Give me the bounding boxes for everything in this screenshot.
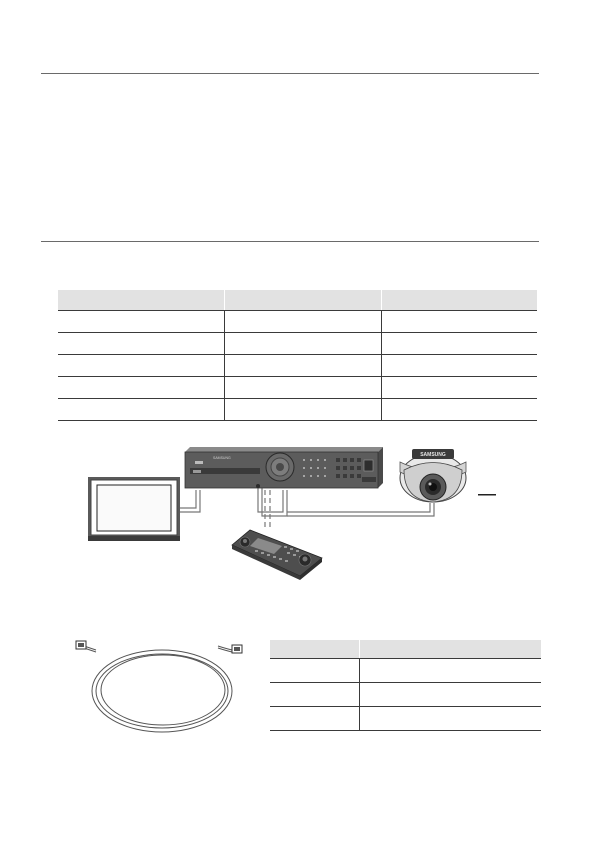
dome-camera-illustration: [400, 449, 466, 502]
camera-brand-logo: SAMSUNG: [420, 452, 446, 458]
camera-label-line: [478, 494, 496, 496]
coaxial-cable-illustration: [84, 646, 232, 732]
dvr-brand-logo: SAMSUNG: [213, 456, 231, 460]
connection-cables: [175, 488, 434, 530]
dvr-illustration: [185, 447, 383, 488]
bnc-connector-left: [76, 641, 86, 649]
monitor-illustration: [88, 477, 180, 541]
keyboard-controller-illustration: [232, 530, 322, 580]
bnc-connector-right: [232, 645, 242, 653]
